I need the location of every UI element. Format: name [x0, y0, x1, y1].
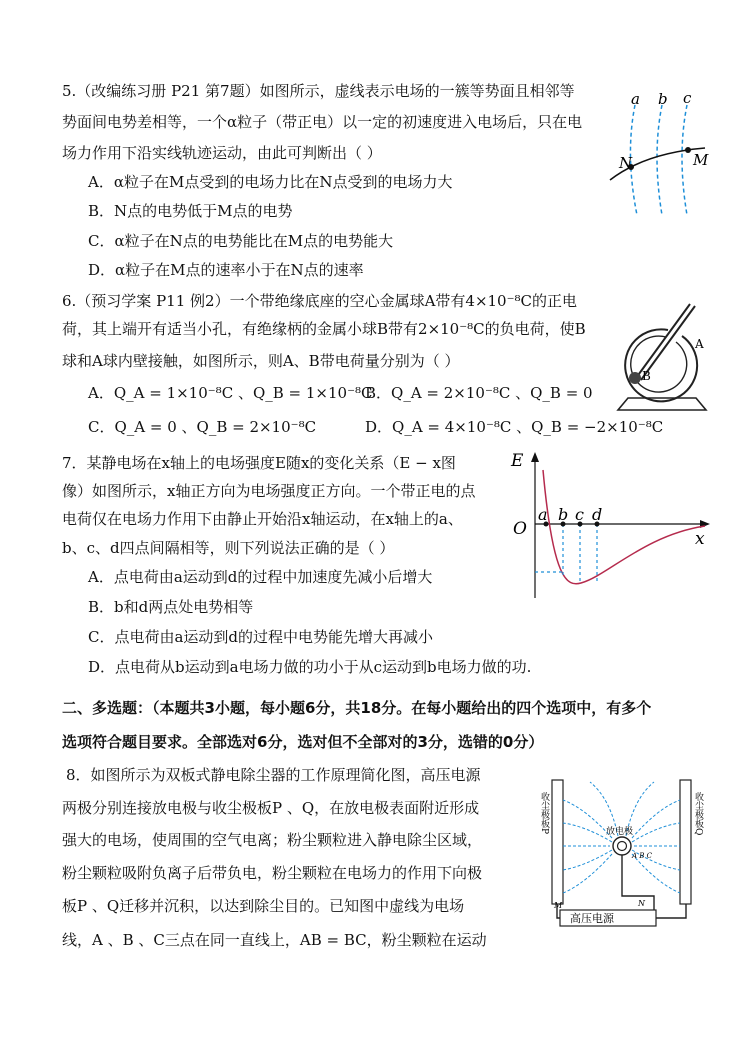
label-b: b	[558, 505, 569, 524]
q6-option-c: C．Q_A = 0 、Q_B = 2×10⁻⁸C	[88, 418, 317, 436]
label-E: E	[511, 451, 524, 471]
q6-stem-line3: 球和A球内壁接触，如图所示，则A、B带电荷量分别为（ ）	[62, 352, 460, 370]
q8-stem-line2: 两极分别连接放电极与收尘极板P 、Q，在放电极表面附近形成	[62, 799, 480, 817]
plate-p	[552, 780, 563, 904]
label-n: N	[638, 899, 645, 908]
q8-precipitator-figure	[530, 778, 710, 938]
label-m: M	[693, 151, 709, 169]
label-d: d	[592, 505, 603, 524]
q7-e-x-graph	[505, 450, 715, 602]
label-x: x	[695, 529, 705, 549]
section2-header-line2: 选项符合题目要求。全部选对6分，选对但不全部对的3分，选错的0分）	[62, 733, 544, 751]
label-m: M	[554, 901, 563, 910]
q5-option-a: A．α粒子在M点受到的电场力比在N点受到的电场力大	[88, 173, 453, 191]
q5-option-b: B．N点的电势低于M点的电势	[88, 202, 293, 220]
q8-stem-line1: 8．如图所示为双板式静电除尘器的工作原理简化图，高压电源	[66, 766, 481, 784]
q7-stem-line2: 像）如图所示，x轴正方向为电场强度正方向。一个带正电的点	[62, 482, 476, 500]
q8-stem-line3: 强大的电场，使周围的空气电离；粉尘颗粒进入静电除尘区域，	[62, 831, 483, 849]
label-B: B	[642, 369, 651, 383]
label-c: c	[683, 89, 692, 107]
q5-option-d: D．α粒子在M点的速率小于在N点的速率	[88, 261, 364, 279]
ball-b	[629, 372, 641, 384]
q8-stem-line4: 粉尘颗粒吸附负离子后带负电，粉尘颗粒在电场力的作用下向极	[62, 864, 483, 882]
label-A: A	[695, 337, 704, 351]
q6-stem-line2: 荷，其上端开有适当小孔，有绝缘柄的金属小球B带有2×10⁻⁸C的负电荷，使B	[62, 320, 586, 338]
q5-stem-line1: 5.（改编练习册 P21 第7题）如图所示，虚线表示电场的一簇等势面且相邻等	[62, 82, 575, 100]
label-abc: A B C	[632, 852, 653, 860]
q8-stem-line6: 线，A 、B 、C三点在同一直线上，AB = BC，粉尘颗粒在运动	[62, 931, 487, 949]
q6-stem-line1: 6.（预习学案 P11 例2）一个带绝缘底座的空心金属球A带有4×10⁻⁸C的正电	[62, 292, 578, 310]
plate-q	[680, 780, 691, 904]
q6-option-d: D．Q_A = 4×10⁻⁸C 、Q_B = −2×10⁻⁸C	[365, 418, 664, 436]
q6-option-b: B．Q_A = 2×10⁻⁸C 、Q_B = 0	[365, 384, 593, 402]
q7-option-b: B．b和d两点处电势相等	[88, 598, 254, 616]
equipotential-b	[657, 105, 662, 215]
label-O: O	[513, 519, 527, 539]
q7-option-a: A．点电荷由a运动到d的过程中加速度先减小后增大	[88, 568, 433, 586]
q5-equipotential-figure	[605, 85, 725, 225]
q6-option-a: A．Q_A = 1×10⁻⁸C 、Q_B = 1×10⁻⁸C	[88, 384, 373, 402]
insulating-base	[618, 398, 706, 410]
q7-option-d: D．点电荷从b运动到a电场力做的功小于从c运动到b电场力做的功.	[88, 658, 532, 676]
label-c: c	[575, 505, 584, 524]
q7-stem-line4: b、c、d四点间隔相等，则下列说法正确的是（ ）	[62, 539, 395, 557]
q7-option-c: C．点电荷由a运动到d的过程中电势能先增大再减小	[88, 628, 434, 646]
label-power: 高压电源	[570, 912, 614, 925]
label-a: a	[538, 505, 548, 524]
q5-stem-line3: 场力作用下沿实线轨迹运动，由此可判断出（ ）	[62, 144, 382, 162]
label-electrode: 放电极	[606, 827, 634, 837]
q7-stem-line3: 电荷仅在电场力作用下由静止开始沿x轴运动，在x轴上的a、	[62, 510, 463, 528]
section2-header-line1: 二、多选题：（本题共3小题，每小题6分，共18分。在每小题给出的四个选项中，有多个	[62, 699, 652, 717]
label-a: a	[631, 90, 640, 108]
q7-stem-line1: 7．某静电场在x轴上的电场强度E随x的变化关系（E − x图	[62, 454, 456, 472]
q6-metal-sphere-figure	[608, 298, 718, 418]
q8-stem-line5: 板P 、Q迁移并沉积，以达到除尘目的。已知图中虚线为电场	[62, 897, 465, 915]
insulating-handle	[636, 304, 690, 378]
point-m	[685, 147, 691, 153]
sphere-a-inner	[631, 336, 687, 392]
equipotential-c	[682, 105, 687, 215]
label-n: N	[619, 154, 633, 172]
q5-stem-line2: 势面间电势差相等，一个α粒子（带正电）以一定的初速度进入电场后，只在电	[62, 113, 583, 131]
q5-option-c: C．α粒子在N点的电势能比在M点的电势能大	[88, 232, 394, 250]
label-plate-p: 收尘极板P	[539, 792, 549, 835]
label-plate-q: 收尘极板Q	[693, 792, 703, 836]
e-curve	[543, 470, 705, 584]
label-b: b	[658, 90, 668, 108]
